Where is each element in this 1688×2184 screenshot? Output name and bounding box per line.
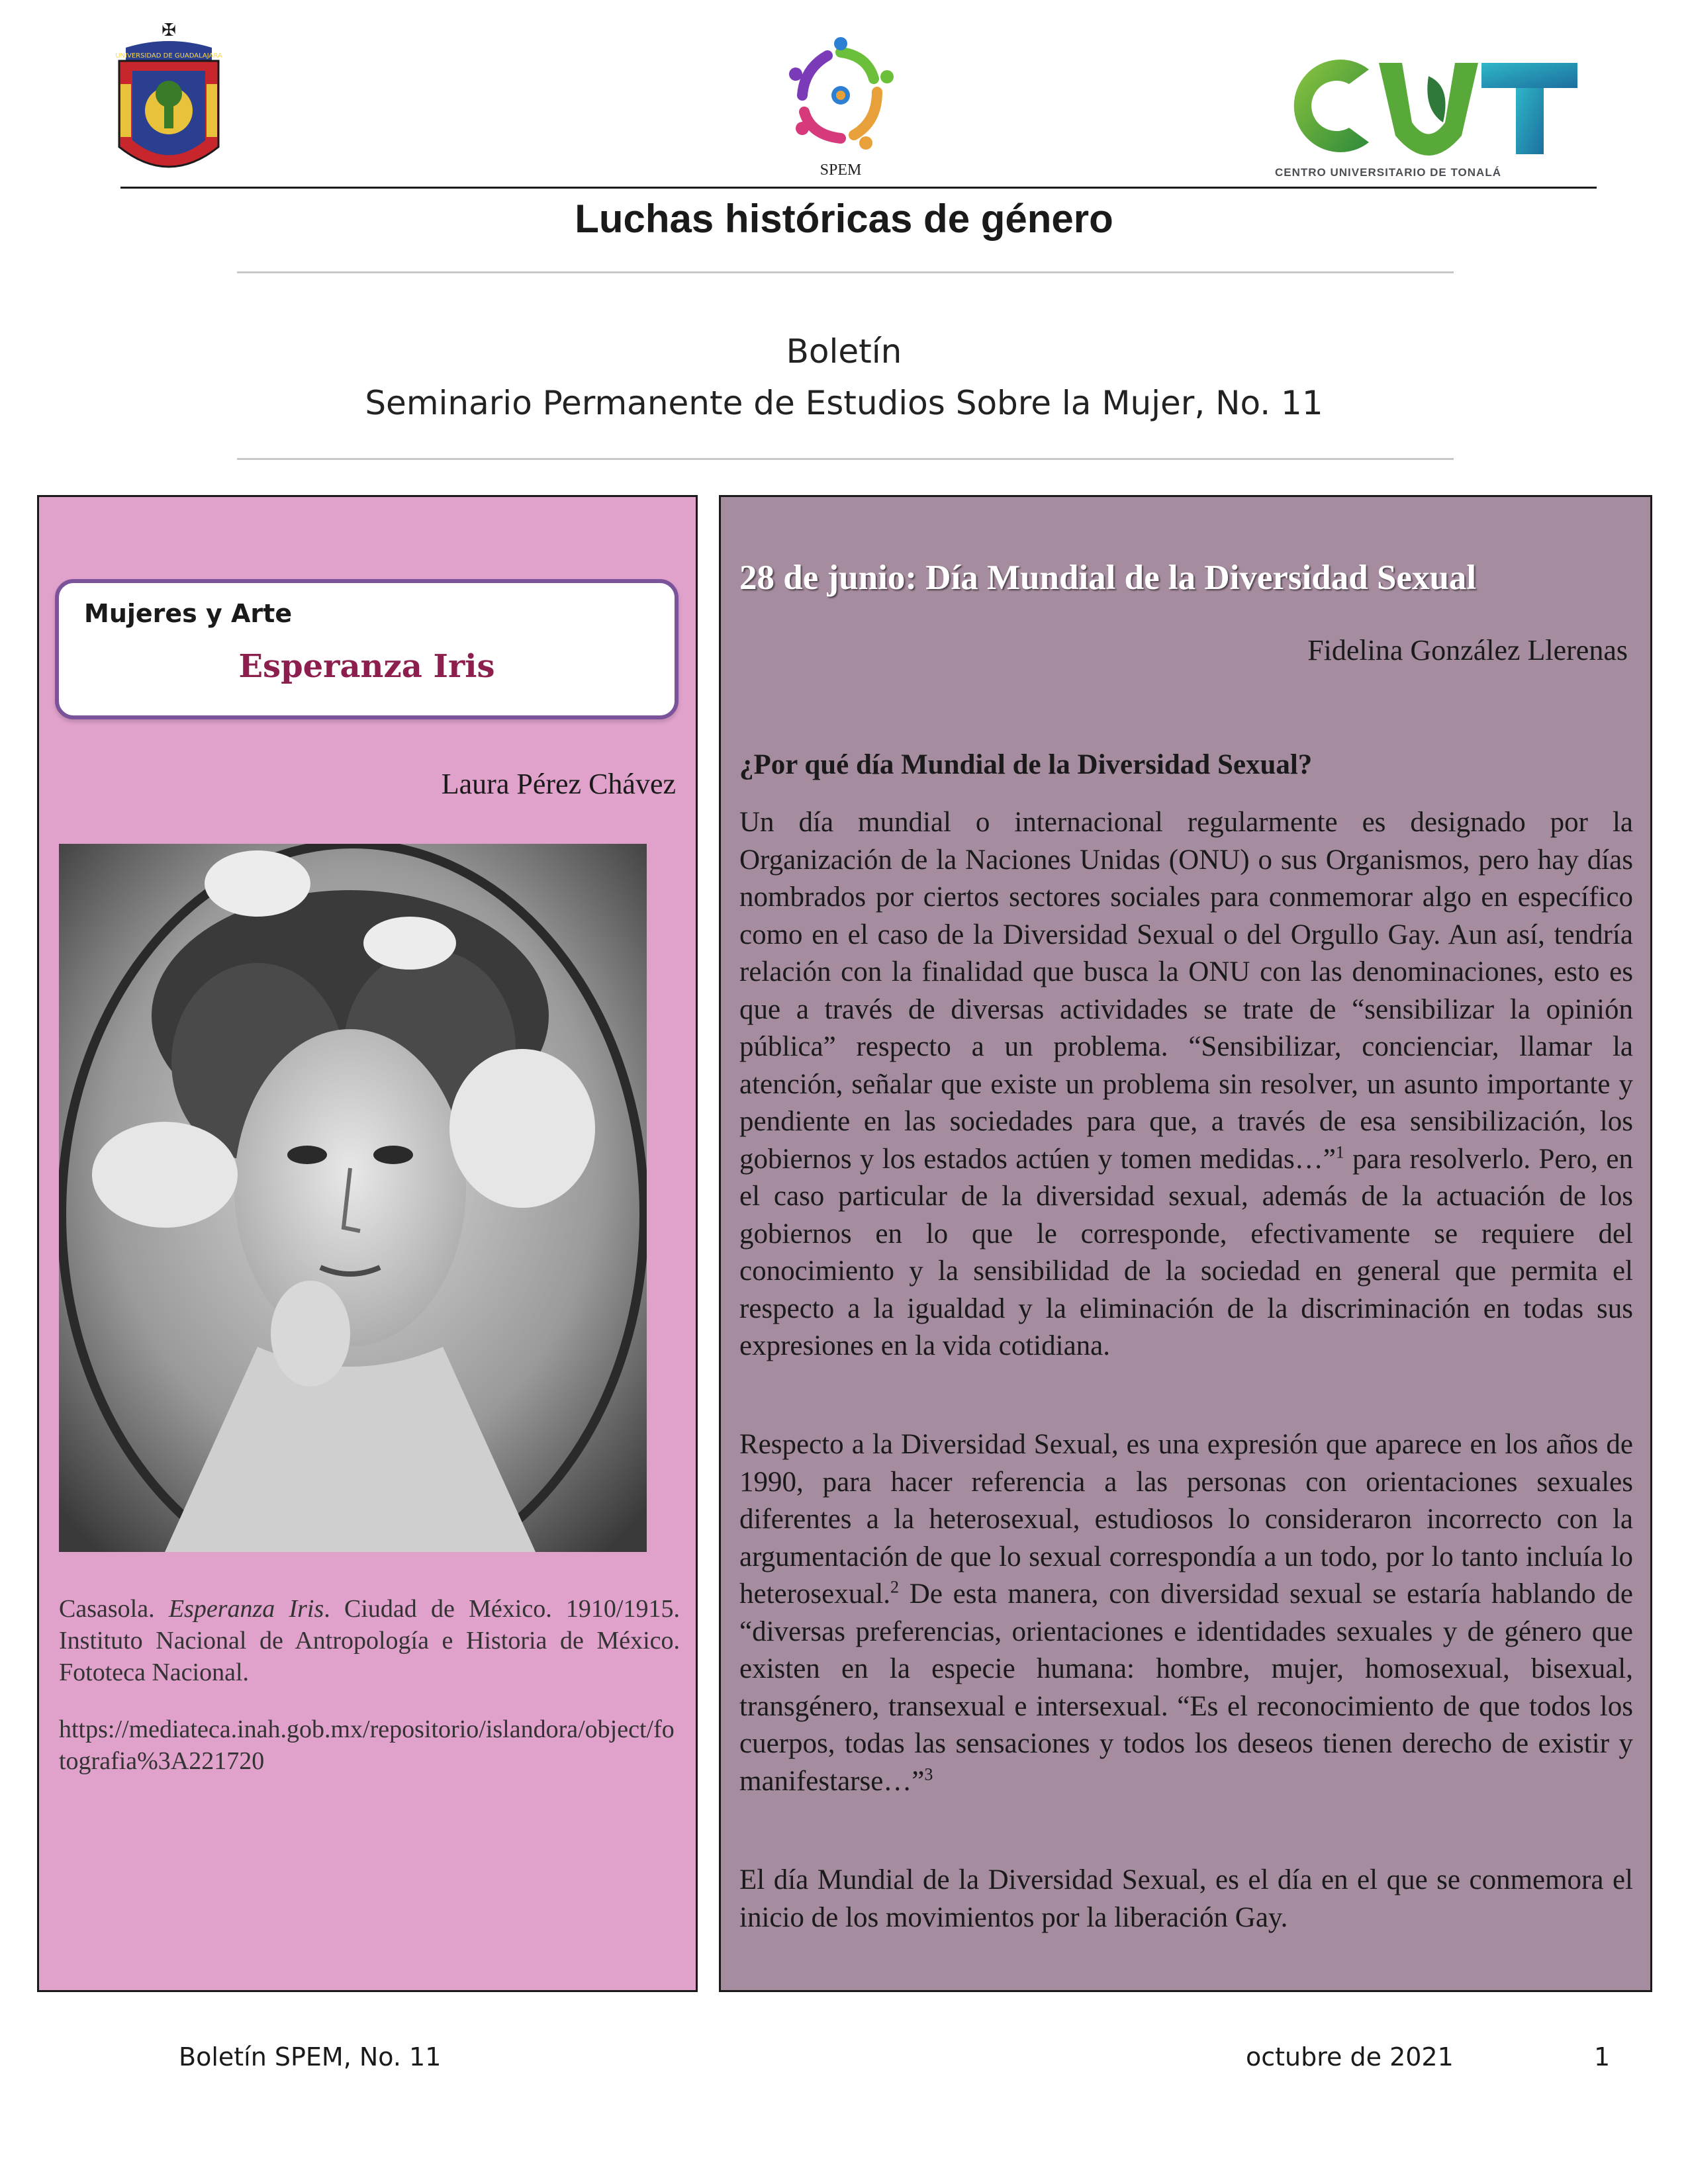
article-title: 28 de junio: Día Mundial de la Diversidad Sexual [739, 559, 1477, 597]
caption-lead: Casasola. [59, 1595, 169, 1623]
left-author: Laura Pérez Chávez [441, 768, 676, 800]
section-title: Esperanza Iris [238, 648, 495, 685]
section-header-box [55, 579, 679, 719]
page-number: 1 [1594, 2042, 1611, 2071]
page-title: Luchas históricas de género [575, 197, 1113, 241]
portrait-photo [59, 844, 647, 1552]
spem-caption: SPEM [820, 161, 862, 179]
section-label: Mujeres y Arte [84, 599, 293, 628]
footnote-ref[interactable]: 3 [924, 1764, 933, 1784]
cut-logo [1270, 50, 1581, 182]
udg-logo [106, 21, 232, 187]
divider [237, 271, 1454, 273]
photo-source-link[interactable]: https://mediateca.inah.gob.mx/repositorio/islandora/object/fotografia%3A221720 [59, 1715, 675, 1775]
spem-logo [768, 29, 914, 188]
divider [237, 458, 1454, 460]
seminar-title: Seminario Permanente de Estudios Sobre la Mujer, No. 11 [365, 384, 1323, 422]
bulletin-label: Boletín [786, 332, 902, 371]
footer-date: octubre de 2021 [1246, 2042, 1454, 2071]
article-question: ¿Por qué día Mundial de la Diversidad Sexual? [739, 749, 1313, 780]
article-paragraph: El día Mundial de la Diversidad Sexual, es el día en el que se conmemora el inicio de los movimientos por la liberación Gay. [739, 1864, 1633, 1933]
article-author: Fidelina González Llerenas [1307, 634, 1628, 666]
svg-text:✠: ✠ [162, 21, 176, 40]
svg-text:UNIVERSIDAD DE GUADALAJARA: UNIVERSIDAD DE GUADALAJARA [115, 52, 222, 60]
footnote-ref[interactable]: 1 [1335, 1142, 1344, 1162]
article-paragraph: Un día mundial o internacional regularmente es designado por la Organización de la Naciones Unidas (ONU) o sus Organismos, pero hay días nombrados por ciertos sectores sociales para conmemorar algo en específico como en el caso de la Diversidad Sexual o del Orgullo Gay. Aun así, tendría relación con la finalidad que busca la ONU con las denominaciones, esto es que a través de diversas actividades se trate de “sensibilizar la opinión pública” respecto a un problema. “Sensibilizar, concienciar, llamar la atención, señalar que existe un problema sin resolver, un asunto importante y pendiente en las sociedades para que, a través de esa sensibilización, los gobiernos y los estados actúen y tomen medidas…”$^1$ para resolverlo. Pero, en el caso particular de la diversidad sexual, además de la actuación de los gobiernos en lo que le corresponde, efectivamente se requiere del conocimiento y la sensibilidad de la sociedad en general que permita el respecto a la igualdad y la eliminación de la discriminación en todas sus expresiones en la vida cotidiana. [739, 807, 1633, 1361]
header-rule [120, 187, 1597, 189]
left-panel [37, 495, 698, 1992]
caption-rest: . Ciudad de México. 1910/1915. Instituto Nacional de Antropología e Historia de México. Fototeca Nacional. [59, 1595, 680, 1686]
article-paragraph: Respecto a la Diversidad Sexual, es una expresión que aparece en los años de 1990, para hacer referencia a las personas con orientaciones sexuales diferentes a la heterosexual, estudiosos lo consideraron incorrecto con la argumentación de que lo sexual correspondía a un todo, por lo tanto incluía lo heterosexual.$^2$ De esta manera, con diversidad sexual se estaría hablando de “diversas preferencias, orientaciones e identidades sexuales y de género que existen en la especie humana: hombre, mujer, homosexual, bisexual, transgénero, transexual e intersexual. “Es el reconocimiento de que todos los cuerpos, todas las sensaciones y todos los deseos tienen derecho de existir y manifestarse…”$^3$ [739, 1429, 1633, 1797]
caption-italic: Esperanza Iris [168, 1595, 324, 1623]
footnote-ref[interactable]: 2 [890, 1577, 900, 1597]
cut-caption: CENTRO UNIVERSITARIO DE TONALÁ [1275, 166, 1501, 179]
right-panel [719, 495, 1652, 1992]
photo-caption [59, 1593, 680, 1688]
footer-bulletin: Boletín SPEM, No. 11 [179, 2042, 442, 2071]
